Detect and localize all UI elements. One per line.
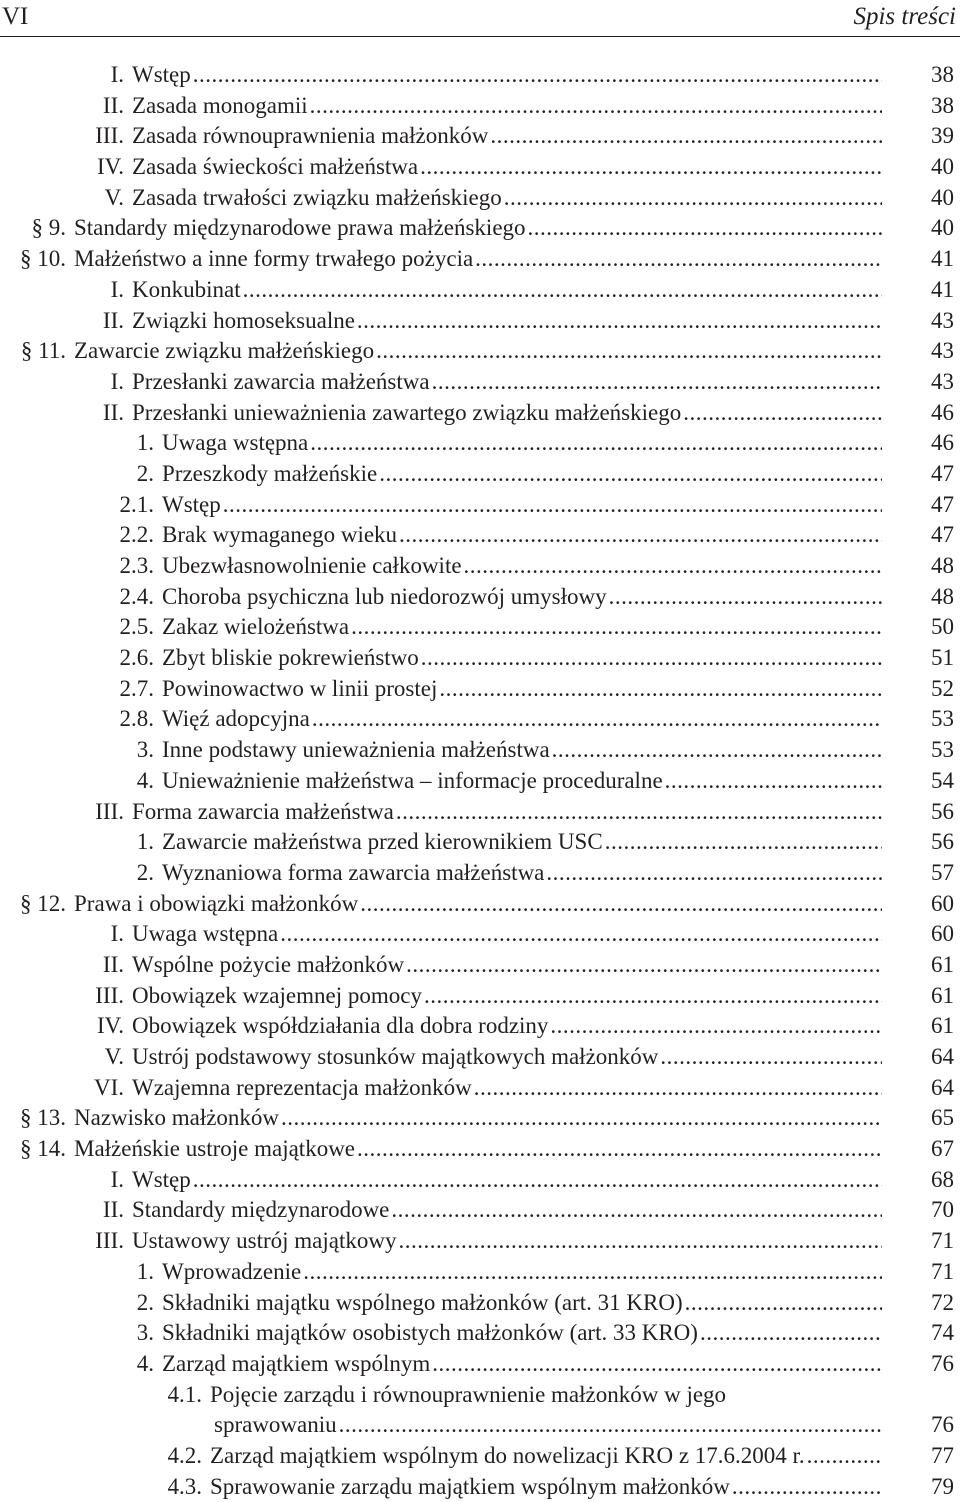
toc-entry-page: 53 [931,737,954,763]
dot-leader [546,858,882,889]
dot-leader [665,766,882,797]
toc-entry-number: § 14. [20,1136,66,1162]
dot-leader [303,1257,882,1288]
toc-entry-title: Obowiązek współdziałania dla dobra rodziny [132,1013,549,1039]
toc-entry-title: Zasada równouprawnienia małżonków [132,123,489,149]
toc-entry-page: 46 [931,399,954,425]
toc-entry-number: VI. [93,1074,124,1100]
toc-entry-title: Uwaga wstępna [132,921,279,947]
toc-entry[interactable] [0,1410,960,1441]
toc-entry-number: III. [95,798,124,824]
toc-entry-page: 38 [931,62,954,87]
toc-entry-page: 54 [931,767,954,793]
toc-entry-page: 51 [931,645,954,671]
toc-entry[interactable] [0,950,960,981]
dot-leader [399,520,882,551]
toc-entry-title: Zarząd majątkiem wspólnym [162,1350,431,1376]
toc-entry-number: IV. [96,1013,124,1039]
toc-entry[interactable] [0,398,960,429]
toc-entry-number: 2.5. [119,614,154,640]
toc-entry-title: Więź adopcyjna [162,706,310,732]
toc-entry-page: 68 [931,1166,954,1192]
toc-entry[interactable] [0,797,960,828]
toc-entry-title: Uwaga wstępna [162,430,309,456]
toc-entry-title: Standardy międzynarodowe prawa małżeńskiego [74,215,526,241]
dot-leader [528,213,882,244]
toc-entry[interactable] [0,1226,960,1257]
toc-entry[interactable] [0,1011,960,1042]
toc-entry-page: 77 [931,1442,954,1468]
toc-entry-number: III. [95,123,124,149]
dot-leader [396,797,882,828]
toc-entry-title: Zawarcie małżeństwa przed kierownikiem USC [162,829,603,855]
toc-entry-title: Wspólne pożycie małżonków [132,951,405,977]
toc-entry-page: 43 [931,338,954,364]
dot-leader [421,643,882,674]
toc-entry[interactable] [0,367,960,398]
toc-entry-title: Małżeńskie ustroje majątkowe [74,1136,356,1162]
toc-entry[interactable] [0,889,960,920]
dot-leader [420,152,882,183]
toc-entry-number: 4.2. [167,1442,202,1468]
toc-entry-title: Składniki majątku wspólnego małżonków (art. 31 KRO) [162,1289,683,1315]
dot-leader [432,367,882,398]
toc-entry-number: 2.7. [119,675,154,701]
toc-entry-number: 2. [136,1289,154,1315]
toc-entry[interactable] [0,1441,960,1472]
toc-entry-title: Zasada trwałości związku małżeńskiego [132,184,502,210]
toc-entry-title: Ustawowy ustrój majątkowy [132,1228,397,1254]
toc-entry[interactable] [0,91,960,122]
running-head-title: Spis treści [853,3,956,30]
toc-entry-number: 4.3. [167,1473,202,1499]
toc-entry-number: 1. [136,1258,154,1284]
dot-leader [357,1134,882,1165]
toc-entry[interactable] [0,704,960,735]
toc-entry-title: Prawa i obowiązki małżonków [74,890,359,916]
dot-leader [732,1472,882,1502]
toc-entry-page: 71 [931,1228,954,1254]
page-number-roman: VI [2,3,29,30]
dot-leader [439,674,882,705]
toc-entry-title: Przeszkody małżeńskie [162,460,378,486]
toc-entry-title: Forma zawarcia małżeństwa [132,798,394,824]
toc-entry[interactable] [0,336,960,367]
toc-entry[interactable] [0,490,960,521]
toc-entry[interactable] [0,1472,960,1502]
toc-entry[interactable] [0,60,960,91]
toc-entry-page: 60 [931,890,954,916]
toc-entry-number: IV. [96,154,124,180]
dot-leader [685,1288,882,1319]
toc-entry-title: Zasada świeckości małżeństwa [132,154,419,180]
toc-entry-page: 47 [931,522,954,548]
toc-entry-page: 70 [931,1197,954,1223]
toc-entry-title: Zawarcie związku małżeńskiego [74,338,375,364]
toc-entry-number: 2.4. [119,583,154,609]
toc-entry-title: Obowiązek wzajemnej pomocy [132,982,422,1008]
toc-entry-title: Sprawowanie zarządu majątkiem wspólnym małżonków [210,1473,730,1499]
dot-leader [193,1165,882,1196]
toc-entry-page: 41 [931,276,954,302]
dot-leader [280,919,882,950]
toc-entry-title: Unieważnienie małżeństwa – informacje proceduralne [162,767,663,793]
toc-entry-page: 64 [931,1074,954,1100]
toc-entry-number: V. [104,184,124,210]
dot-leader [391,1195,882,1226]
toc-entry-number: 1. [136,430,154,456]
toc-entry-page: 60 [931,921,954,947]
toc-entry-number: I. [110,62,124,87]
toc-entry-title: Standardy międzynarodowe [132,1197,390,1223]
toc-entry-page: 74 [931,1320,954,1346]
toc-entry-title: Brak wymaganego wieku [162,522,398,548]
dot-leader [357,306,882,337]
dot-leader [609,582,882,613]
toc-entry[interactable] [0,1042,960,1073]
toc-entry-number: I. [110,921,124,947]
toc-entry-title: Zarząd majątkiem wspólnym do nowelizacji KRO z 17.6.2004 r. [210,1442,805,1468]
dot-leader [243,275,882,306]
toc-entry[interactable] [0,1134,960,1165]
toc-entry-page: 47 [931,460,954,486]
dot-leader [351,612,882,643]
toc-entry-page: 39 [931,123,954,149]
toc-entry-title: Zasada monogamii [132,92,308,118]
toc-entry-page: 79 [931,1473,954,1499]
toc-entry-page: 48 [931,553,954,578]
dot-leader [312,704,882,735]
toc-entry-title: Wyznaniowa forma zawarcia małżeństwa [162,859,545,885]
dot-leader [464,551,882,582]
toc-entry-title: Konkubinat [132,276,241,302]
toc-entry-number: II. [102,399,124,425]
toc-entry-title: Ustrój podstawowy stosunków majątkowych małżonków [132,1044,659,1069]
toc-entry[interactable] [0,1318,960,1349]
toc-entry-title: Przesłanki unieważnienia zawartego związku małżeńskiego [132,399,682,425]
toc-entry-number: 3. [136,737,154,763]
dot-leader [475,244,882,275]
table-of-contents [0,60,960,1502]
toc-entry-page: 57 [931,859,954,885]
toc-entry-number: 1. [136,829,154,855]
toc-entry-page: 48 [931,583,954,609]
toc-entry-page: 40 [931,184,954,210]
toc-entry[interactable] [0,1288,960,1319]
toc-entry-page: 76 [931,1412,954,1438]
toc-entry-title: Pojęcie zarządu i równouprawnienie małżonków w jego [210,1381,727,1407]
toc-entry-number: 4. [136,1350,154,1376]
toc-entry-number: II. [102,951,124,977]
toc-entry-page: 56 [931,798,954,824]
toc-entry-page: 40 [931,154,954,180]
toc-entry-number: II. [102,92,124,118]
toc-entry[interactable] [0,919,960,950]
toc-entry[interactable] [0,244,960,275]
toc-entry[interactable] [0,1349,960,1380]
toc-entry[interactable] [0,827,960,858]
toc-entry[interactable] [0,643,960,674]
header-rule [0,36,960,37]
toc-entry-title: Przesłanki zawarcia małżeństwa [132,368,430,394]
toc-entry[interactable] [0,1073,960,1104]
toc-entry-title: Zakaz wielożeństwa [162,614,350,640]
dot-leader [474,1073,882,1104]
dot-leader [550,1011,882,1042]
toc-entry-number: § 12. [20,890,66,916]
page-header [0,0,960,40]
toc-entry[interactable] [0,213,960,244]
toc-entry-page: 56 [931,829,954,855]
toc-entry-number: 2.8. [119,706,154,732]
toc-entry[interactable] [0,735,960,766]
dot-leader [193,60,882,91]
toc-entry-page: 43 [931,368,954,394]
toc-entry[interactable] [0,520,960,551]
toc-entry-page: 41 [931,246,954,272]
toc-entry-number: II. [102,307,124,333]
toc-entry[interactable] [0,306,960,337]
toc-entry-number: 2. [136,859,154,885]
dot-leader [310,428,882,459]
toc-entry-page: 53 [931,706,954,732]
toc-entry-page: 61 [931,951,954,977]
toc-entry[interactable] [0,674,960,705]
toc-entry-title: Związki homoseksualne [132,307,355,333]
toc-entry-number: § 11. [20,338,66,364]
dot-leader [339,1410,882,1441]
dot-leader [807,1441,882,1472]
toc-entry-number: § 10. [20,246,66,272]
toc-entry-number: 4. [136,767,154,793]
toc-entry-title: Choroba psychiczna lub niedorozwój umysłowy [162,583,607,609]
toc-entry-title: Wstęp [132,1166,191,1192]
toc-entry-page: 72 [931,1289,954,1315]
toc-entry-title: Inne podstawy unieważnienia małżeństwa [162,737,550,763]
toc-entry-number: I. [110,368,124,394]
dot-leader [660,1042,882,1073]
toc-entry-page: 71 [931,1258,954,1284]
toc-entry[interactable] [0,183,960,214]
toc-entry-number: V. [104,1044,124,1069]
toc-entry-page: 76 [931,1350,954,1376]
toc-entry-title: Wzajemna reprezentacja małżonków [132,1074,472,1100]
dot-leader [379,459,882,490]
toc-entry[interactable] [0,766,960,797]
dot-leader [552,735,882,766]
toc-entry-page: 52 [931,675,954,701]
dot-leader [490,121,882,152]
toc-entry-number: 4.1. [167,1381,202,1407]
toc-entry-number: 2.1. [119,491,154,517]
toc-entry[interactable] [0,428,960,459]
toc-entry-title: sprawowaniu [214,1412,337,1438]
toc-entry[interactable] [0,551,960,582]
toc-entry[interactable] [0,1257,960,1288]
toc-entry-number: 2.2. [119,522,154,548]
dot-leader [310,91,882,122]
toc-entry[interactable] [0,582,960,613]
toc-entry[interactable] [0,858,960,889]
dot-leader [360,889,882,920]
dot-leader [223,490,882,521]
toc-entry[interactable] [0,1103,960,1134]
toc-entry[interactable] [0,152,960,183]
toc-entry[interactable] [0,1195,960,1226]
dot-leader [406,950,882,981]
toc-entry-page: 67 [931,1136,954,1162]
toc-entry-number: 2. [136,460,154,486]
toc-entry-title: Powinowactwo w linii prostej [162,675,438,701]
toc-entry-number: § 13. [20,1105,66,1131]
toc-entry-title: Nazwisko małżonków [74,1105,280,1131]
toc-entry-number: 2.6. [119,645,154,671]
toc-entry-page: 40 [931,215,954,241]
dot-leader [398,1226,882,1257]
toc-entry-number: III. [95,1228,124,1254]
toc-entry-page: 64 [931,1044,954,1069]
toc-entry-number: 3. [136,1320,154,1346]
toc-entry[interactable] [0,612,960,643]
toc-entry[interactable] [0,981,960,1012]
toc-entry-number: III. [95,982,124,1008]
toc-entry-title: Wstęp [132,62,191,87]
toc-entry[interactable] [0,275,960,306]
toc-entry-number: II. [102,1197,124,1223]
toc-entry-page: 38 [931,92,954,118]
toc-entry-title: Zbyt bliskie pokrewieństwo [162,645,419,671]
toc-entry-page: 61 [931,1013,954,1039]
toc-entry-title: Ubezwłasnowolnienie całkowite [162,553,462,578]
dot-leader [432,1349,882,1380]
toc-entry-title: Wprowadzenie [162,1258,302,1284]
toc-entry-number: I. [110,276,124,302]
toc-entry-page: 50 [931,614,954,640]
dot-leader [605,827,882,858]
toc-entry-page: 46 [931,430,954,456]
toc-entry-page: 43 [931,307,954,333]
toc-entry-title: Małżeństwo a inne formy trwałego pożycia [74,246,474,272]
toc-entry[interactable] [0,1380,960,1411]
dot-leader [504,183,882,214]
toc-entry-page: 47 [931,491,954,517]
dot-leader [683,398,882,429]
toc-entry[interactable] [0,459,960,490]
toc-entry-page: 65 [931,1105,954,1131]
dot-leader [281,1103,882,1134]
toc-entry-number: § 9. [31,215,66,241]
toc-entry-number: 2.3. [119,553,154,578]
toc-entry[interactable] [0,1165,960,1196]
dot-leader [376,336,882,367]
dot-leader [424,981,882,1012]
dot-leader [700,1318,882,1349]
toc-entry-title: Wstęp [162,491,221,517]
toc-entry-title: Składniki majątków osobistych małżonków (art. 33 KRO) [162,1320,698,1346]
toc-entry[interactable] [0,121,960,152]
toc-entry-page: 61 [931,982,954,1008]
toc-entry-number: I. [110,1166,124,1192]
